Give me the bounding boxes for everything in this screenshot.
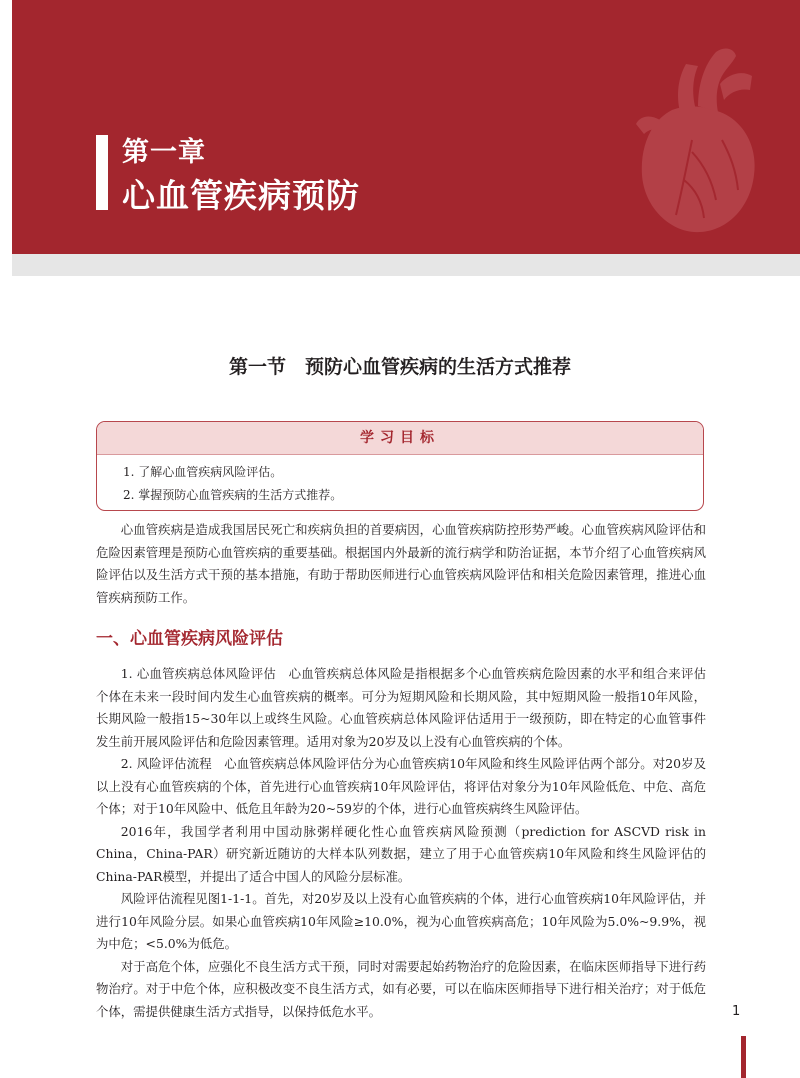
- body-paragraph: 风险评估流程见图1-1-1。首先，对20岁及以上没有心血管疾病的个体，进行心血管疾病10年风险评估，并进行10年风险分层。如果心血管疾病10年风险≥10.0%，视为心血管疾病高危；10年风险为5.0%~9.9%，视为中危；<5.0%为低危。: [96, 891, 706, 951]
- banner-shadow: [12, 254, 800, 276]
- body-paragraph: 对于高危个体，应强化不良生活方式干预，同时对需要起始药物治疗的危险因素，在临床医师指导下进行药物治疗。对于中危个体，应积极改变不良生活方式，如有必要，可以在临床医师指导下进行相关治疗；对于低危个体，需提供健康生活方式指导，以保持低危水平。: [96, 958, 706, 1019]
- intro-paragraph: 心血管疾病是造成我国居民死亡和疾病负担的首要病因，心血管疾病防控形势严峻。心血管疾病风险评估和危险因素管理是预防心血管疾病的重要基础。根据国内外最新的流行病学和防治证据，本节介绍了心血管疾病风险评估以及生活方式干预的基本措施，有助于帮助医师进行心血管疾病风险评估和相关危险因素管理，推进心血管疾病预防工作。: [96, 522, 706, 605]
- learning-goals-list: [97, 455, 703, 507]
- learning-goal-item: 1. 了解心血管疾病风险评估。: [123, 465, 283, 479]
- page-number: 1: [732, 1004, 741, 1019]
- chapter-title: 心血管疾病预防: [122, 176, 360, 215]
- chapter-marker-bar: [96, 135, 108, 210]
- section-title: 第一节 预防心血管疾病的生活方式推荐: [228, 356, 571, 378]
- learning-goal-item: 2. 掌握预防心血管疾病的生活方式推荐。: [123, 488, 343, 502]
- heading-risk-assessment: 一、心血管疾病风险评估: [96, 629, 283, 649]
- body-text: [96, 663, 706, 1023]
- learning-goals-box: [96, 421, 704, 511]
- learning-goals-heading: 学习目标: [97, 422, 703, 455]
- heart-icon: [632, 40, 762, 240]
- body-paragraph: 2016年，我国学者利用中国动脉粥样硬化性心血管疾病风险预测（prediction for ASCVD risk in China，China-PAR）研究新近随访的大样本队列数据，建立了用于心血管疾病10年风险和终生风险评估的China-PAR模型，并提出了适合中国人的风险分层标准。: [96, 823, 706, 884]
- page-marker-bar: [741, 1036, 746, 1078]
- chapter-number: 第一章: [122, 137, 206, 168]
- body-paragraph: 1. 心血管疾病总体风险评估 心血管疾病总体风险是指根据多个心血管疾病危险因素的水平和组合来评估个体在未来一段时间内发生心血管疾病的概率。可分为短期风险和长期风险，其中短期风险一般指10年风险，长期风险一般指15~30年以上或终生风险。心血管疾病总体风险评估适用于一级预防，即在特定的心血管事件发生前开展风险评估和危险因素管理。适用对象为20岁及以上没有心血管疾病的个体。: [96, 666, 706, 749]
- body-paragraph: 2. 风险评估流程 心血管疾病总体风险评估分为心血管疾病10年风险和终生风险评估两个部分。对20岁及以上没有心血管疾病的个体，首先进行心血管疾病10年风险评估，将评估对象分为10年风险低危、中危、高危个体；对于10年风险中、低危且年龄为20~59岁的个体，进行心血管疾病终生风险评估。: [96, 756, 706, 816]
